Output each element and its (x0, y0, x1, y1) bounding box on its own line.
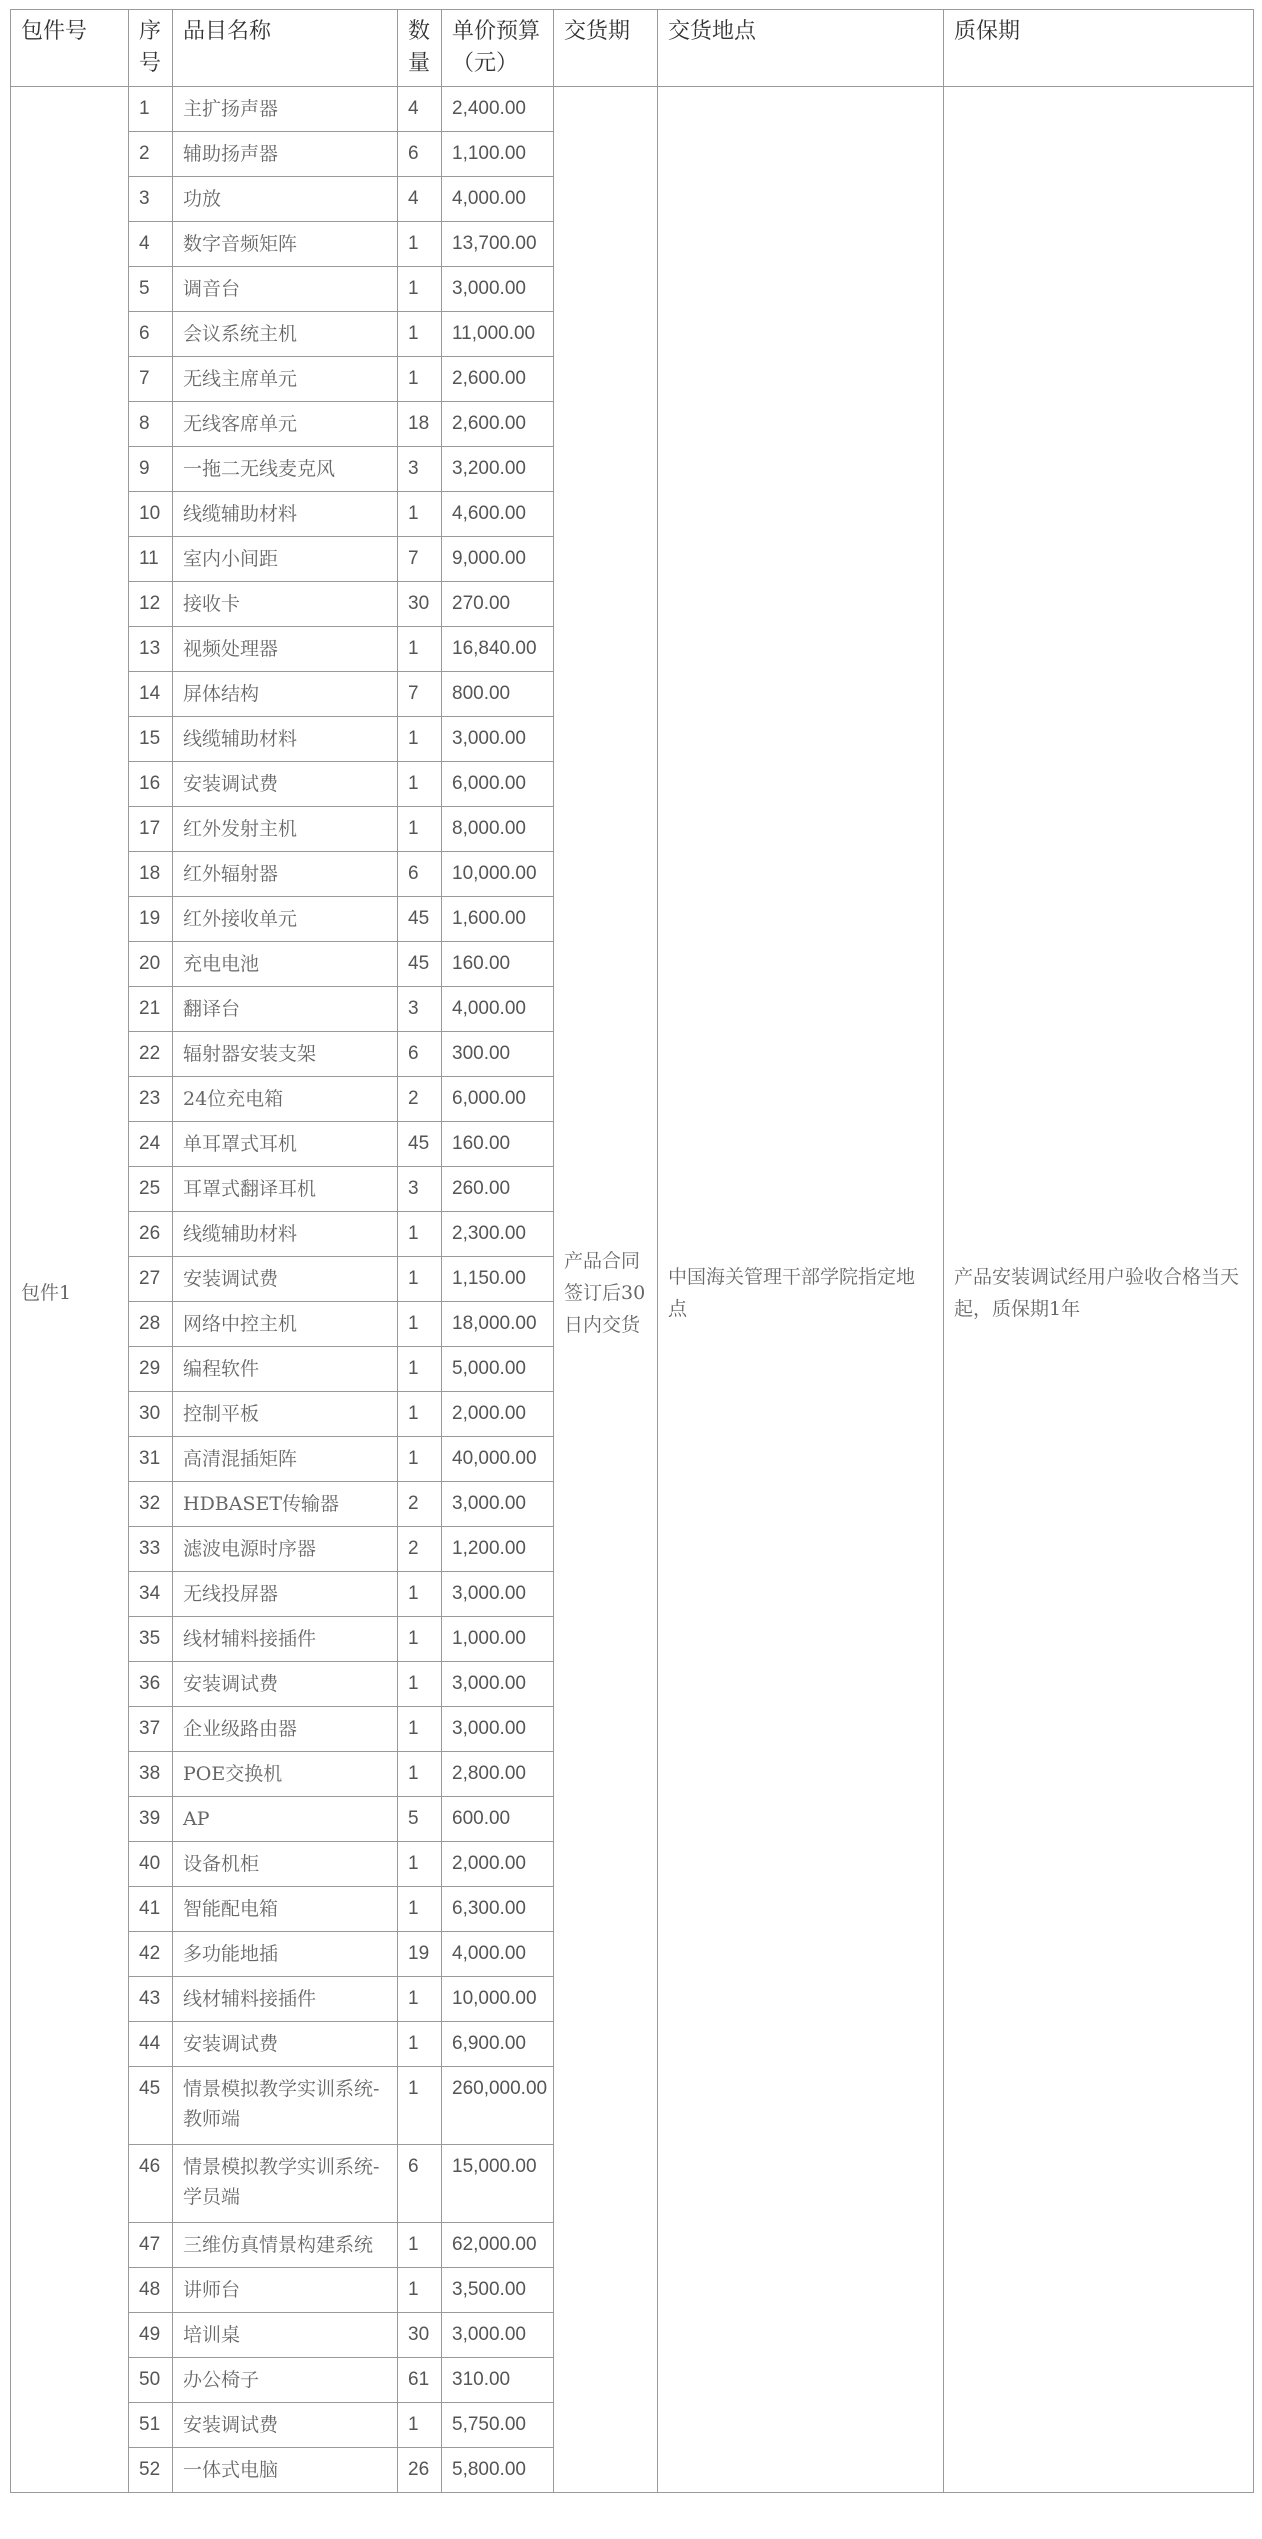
item-name-cell: 高清混插矩阵 (173, 1437, 398, 1482)
price-cell: 4,000.00 (442, 987, 554, 1032)
seq-cell: 47 (129, 2223, 173, 2268)
price-cell: 6,900.00 (442, 2022, 554, 2067)
qty-cell: 1 (398, 807, 442, 852)
seq-cell: 41 (129, 1887, 173, 1932)
price-cell: 62,000.00 (442, 2223, 554, 2268)
qty-cell: 1 (398, 1887, 442, 1932)
qty-cell: 2 (398, 1077, 442, 1122)
item-name-cell: HDBASET传输器 (173, 1482, 398, 1527)
item-name-cell: 编程软件 (173, 1347, 398, 1392)
header-price: 单价预算（元） (442, 10, 554, 87)
item-name-cell: 办公椅子 (173, 2358, 398, 2403)
seq-cell: 51 (129, 2403, 173, 2448)
qty-cell: 1 (398, 1617, 442, 1662)
item-name-cell: 功放 (173, 177, 398, 222)
qty-cell: 3 (398, 987, 442, 1032)
price-cell: 18,000.00 (442, 1302, 554, 1347)
delivery-period-cell: 产品合同签订后30日内交货 (554, 87, 658, 2493)
item-name-cell: 翻译台 (173, 987, 398, 1032)
price-cell: 300.00 (442, 1032, 554, 1077)
price-cell: 2,800.00 (442, 1752, 554, 1797)
header-warranty: 质保期 (944, 10, 1254, 87)
price-cell: 4,600.00 (442, 492, 554, 537)
price-cell: 3,000.00 (442, 1662, 554, 1707)
price-cell: 10,000.00 (442, 1977, 554, 2022)
price-cell: 1,000.00 (442, 1617, 554, 1662)
qty-cell: 1 (398, 1842, 442, 1887)
item-name-cell: 主扩扬声器 (173, 87, 398, 132)
qty-cell: 45 (398, 942, 442, 987)
item-name-cell: 安装调试费 (173, 762, 398, 807)
item-name-cell: 数字音频矩阵 (173, 222, 398, 267)
qty-cell: 7 (398, 672, 442, 717)
item-name-cell: 网络中控主机 (173, 1302, 398, 1347)
price-cell: 4,000.00 (442, 177, 554, 222)
item-name-cell: 辅助扬声器 (173, 132, 398, 177)
seq-cell: 35 (129, 1617, 173, 1662)
qty-cell: 45 (398, 897, 442, 942)
seq-cell: 48 (129, 2268, 173, 2313)
qty-cell: 1 (398, 492, 442, 537)
seq-cell: 50 (129, 2358, 173, 2403)
item-name-cell: POE交换机 (173, 1752, 398, 1797)
qty-cell: 4 (398, 87, 442, 132)
seq-cell: 3 (129, 177, 173, 222)
qty-cell: 5 (398, 1797, 442, 1842)
seq-cell: 15 (129, 717, 173, 762)
seq-cell: 21 (129, 987, 173, 1032)
seq-cell: 45 (129, 2067, 173, 2145)
item-name-cell: 设备机柜 (173, 1842, 398, 1887)
qty-cell: 1 (398, 2067, 442, 2145)
seq-cell: 20 (129, 942, 173, 987)
qty-cell: 19 (398, 1932, 442, 1977)
qty-cell: 1 (398, 1662, 442, 1707)
price-cell: 40,000.00 (442, 1437, 554, 1482)
qty-cell: 6 (398, 132, 442, 177)
qty-cell: 1 (398, 1572, 442, 1617)
price-cell: 3,200.00 (442, 447, 554, 492)
qty-cell: 1 (398, 627, 442, 672)
qty-cell: 1 (398, 2268, 442, 2313)
qty-cell: 3 (398, 1167, 442, 1212)
price-cell: 9,000.00 (442, 537, 554, 582)
qty-cell: 6 (398, 852, 442, 897)
qty-cell: 1 (398, 2223, 442, 2268)
qty-cell: 1 (398, 1212, 442, 1257)
seq-cell: 38 (129, 1752, 173, 1797)
price-cell: 1,200.00 (442, 1527, 554, 1572)
seq-cell: 9 (129, 447, 173, 492)
seq-cell: 37 (129, 1707, 173, 1752)
item-name-cell: 调音台 (173, 267, 398, 312)
seq-cell: 11 (129, 537, 173, 582)
price-cell: 3,000.00 (442, 267, 554, 312)
item-name-cell: 讲师台 (173, 2268, 398, 2313)
seq-cell: 17 (129, 807, 173, 852)
qty-cell: 1 (398, 1977, 442, 2022)
qty-cell: 1 (398, 717, 442, 762)
price-cell: 3,000.00 (442, 1482, 554, 1527)
seq-cell: 24 (129, 1122, 173, 1167)
item-name-cell: 会议系统主机 (173, 312, 398, 357)
qty-cell: 4 (398, 177, 442, 222)
seq-cell: 39 (129, 1797, 173, 1842)
warranty-cell: 产品安装调试经用户验收合格当天起，质保期1年 (944, 87, 1254, 2493)
table-row (11, 87, 1254, 132)
seq-cell: 22 (129, 1032, 173, 1077)
qty-cell: 61 (398, 2358, 442, 2403)
price-cell: 13,700.00 (442, 222, 554, 267)
price-cell: 4,000.00 (442, 1932, 554, 1977)
price-cell: 2,000.00 (442, 1842, 554, 1887)
item-name-cell: 控制平板 (173, 1392, 398, 1437)
seq-cell: 40 (129, 1842, 173, 1887)
price-cell: 1,100.00 (442, 132, 554, 177)
seq-cell: 26 (129, 1212, 173, 1257)
table-body (11, 87, 1254, 2493)
price-cell: 8,000.00 (442, 807, 554, 852)
item-name-cell: 情景模拟教学实训系统-学员端 (173, 2145, 398, 2223)
seq-cell: 43 (129, 1977, 173, 2022)
qty-cell: 2 (398, 1527, 442, 1572)
item-name-cell: 线缆辅助材料 (173, 717, 398, 762)
seq-cell: 6 (129, 312, 173, 357)
qty-cell: 26 (398, 2448, 442, 2493)
qty-cell: 1 (398, 1437, 442, 1482)
seq-cell: 33 (129, 1527, 173, 1572)
qty-cell: 1 (398, 1392, 442, 1437)
header-delivery-period: 交货期 (554, 10, 658, 87)
header-package: 包件号 (11, 10, 129, 87)
seq-cell: 14 (129, 672, 173, 717)
qty-cell: 3 (398, 447, 442, 492)
qty-cell: 30 (398, 2313, 442, 2358)
item-name-cell: 接收卡 (173, 582, 398, 627)
item-name-cell: 培训桌 (173, 2313, 398, 2358)
qty-cell: 1 (398, 1752, 442, 1797)
qty-cell: 1 (398, 2403, 442, 2448)
seq-cell: 42 (129, 1932, 173, 1977)
item-name-cell: 辐射器安装支架 (173, 1032, 398, 1077)
item-name-cell: 线材辅料接插件 (173, 1617, 398, 1662)
qty-cell: 6 (398, 2145, 442, 2223)
price-cell: 2,300.00 (442, 1212, 554, 1257)
qty-cell: 1 (398, 2022, 442, 2067)
price-cell: 5,800.00 (442, 2448, 554, 2493)
price-cell: 3,500.00 (442, 2268, 554, 2313)
price-cell: 2,400.00 (442, 87, 554, 132)
item-name-cell: 耳罩式翻译耳机 (173, 1167, 398, 1212)
seq-cell: 2 (129, 132, 173, 177)
seq-cell: 10 (129, 492, 173, 537)
item-name-cell: 线缆辅助材料 (173, 492, 398, 537)
header-item: 品目名称 (173, 10, 398, 87)
price-cell: 6,000.00 (442, 762, 554, 807)
seq-cell: 1 (129, 87, 173, 132)
item-name-cell: 安装调试费 (173, 2403, 398, 2448)
price-cell: 3,000.00 (442, 1572, 554, 1617)
price-cell: 15,000.00 (442, 2145, 554, 2223)
item-name-cell: 红外辐射器 (173, 852, 398, 897)
seq-cell: 25 (129, 1167, 173, 1212)
price-cell: 3,000.00 (442, 2313, 554, 2358)
price-cell: 1,600.00 (442, 897, 554, 942)
item-name-cell: 一拖二无线麦克风 (173, 447, 398, 492)
price-cell: 5,000.00 (442, 1347, 554, 1392)
qty-cell: 1 (398, 1347, 442, 1392)
price-cell: 3,000.00 (442, 1707, 554, 1752)
item-name-cell: 情景模拟教学实训系统-教师端 (173, 2067, 398, 2145)
item-name-cell: 红外接收单元 (173, 897, 398, 942)
item-name-cell: 安装调试费 (173, 1257, 398, 1302)
seq-cell: 30 (129, 1392, 173, 1437)
price-cell: 6,300.00 (442, 1887, 554, 1932)
item-name-cell: 安装调试费 (173, 2022, 398, 2067)
procurement-table (10, 9, 1254, 2493)
seq-cell: 28 (129, 1302, 173, 1347)
price-cell: 270.00 (442, 582, 554, 627)
qty-cell: 1 (398, 1707, 442, 1752)
price-cell: 2,000.00 (442, 1392, 554, 1437)
seq-cell: 12 (129, 582, 173, 627)
seq-cell: 7 (129, 357, 173, 402)
seq-cell: 34 (129, 1572, 173, 1617)
qty-cell: 1 (398, 222, 442, 267)
seq-cell: 16 (129, 762, 173, 807)
item-name-cell: 多功能地插 (173, 1932, 398, 1977)
price-cell: 11,000.00 (442, 312, 554, 357)
item-name-cell: 24位充电箱 (173, 1077, 398, 1122)
price-cell: 2,600.00 (442, 357, 554, 402)
qty-cell: 1 (398, 1302, 442, 1347)
item-name-cell: 单耳罩式耳机 (173, 1122, 398, 1167)
seq-cell: 31 (129, 1437, 173, 1482)
header-seq: 序号 (129, 10, 173, 87)
price-cell: 2,600.00 (442, 402, 554, 447)
qty-cell: 1 (398, 1257, 442, 1302)
header-qty: 数量 (398, 10, 442, 87)
package-cell: 包件1 (11, 87, 129, 2493)
qty-cell: 18 (398, 402, 442, 447)
price-cell: 10,000.00 (442, 852, 554, 897)
item-name-cell: 安装调试费 (173, 1662, 398, 1707)
table-header-row (11, 10, 1254, 87)
qty-cell: 45 (398, 1122, 442, 1167)
seq-cell: 44 (129, 2022, 173, 2067)
item-name-cell: 滤波电源时序器 (173, 1527, 398, 1572)
seq-cell: 46 (129, 2145, 173, 2223)
seq-cell: 23 (129, 1077, 173, 1122)
seq-cell: 13 (129, 627, 173, 672)
seq-cell: 18 (129, 852, 173, 897)
seq-cell: 4 (129, 222, 173, 267)
item-name-cell: 充电电池 (173, 942, 398, 987)
qty-cell: 1 (398, 312, 442, 357)
seq-cell: 32 (129, 1482, 173, 1527)
item-name-cell: 红外发射主机 (173, 807, 398, 852)
item-name-cell: 无线主席单元 (173, 357, 398, 402)
header-delivery-place: 交货地点 (658, 10, 944, 87)
item-name-cell: 一体式电脑 (173, 2448, 398, 2493)
price-cell: 600.00 (442, 1797, 554, 1842)
delivery-place-cell: 中国海关管理干部学院指定地点 (658, 87, 944, 2493)
price-cell: 16,840.00 (442, 627, 554, 672)
seq-cell: 29 (129, 1347, 173, 1392)
qty-cell: 30 (398, 582, 442, 627)
item-name-cell: 视频处理器 (173, 627, 398, 672)
price-cell: 310.00 (442, 2358, 554, 2403)
qty-cell: 2 (398, 1482, 442, 1527)
price-cell: 260.00 (442, 1167, 554, 1212)
qty-cell: 6 (398, 1032, 442, 1077)
item-name-cell: 线缆辅助材料 (173, 1212, 398, 1257)
item-name-cell: 无线客席单元 (173, 402, 398, 447)
price-cell: 160.00 (442, 942, 554, 987)
qty-cell: 1 (398, 357, 442, 402)
item-name-cell: 三维仿真情景构建系统 (173, 2223, 398, 2268)
price-cell: 3,000.00 (442, 717, 554, 762)
seq-cell: 8 (129, 402, 173, 447)
qty-cell: 1 (398, 267, 442, 312)
seq-cell: 19 (129, 897, 173, 942)
qty-cell: 7 (398, 537, 442, 582)
qty-cell: 1 (398, 762, 442, 807)
seq-cell: 27 (129, 1257, 173, 1302)
price-cell: 800.00 (442, 672, 554, 717)
seq-cell: 49 (129, 2313, 173, 2358)
seq-cell: 52 (129, 2448, 173, 2493)
item-name-cell: 屏体结构 (173, 672, 398, 717)
item-name-cell: 无线投屏器 (173, 1572, 398, 1617)
price-cell: 160.00 (442, 1122, 554, 1167)
seq-cell: 5 (129, 267, 173, 312)
seq-cell: 36 (129, 1662, 173, 1707)
item-name-cell: AP (173, 1797, 398, 1842)
item-name-cell: 室内小间距 (173, 537, 398, 582)
price-cell: 260,000.00 (442, 2067, 554, 2145)
price-cell: 5,750.00 (442, 2403, 554, 2448)
price-cell: 6,000.00 (442, 1077, 554, 1122)
item-name-cell: 线材辅料接插件 (173, 1977, 398, 2022)
item-name-cell: 企业级路由器 (173, 1707, 398, 1752)
price-cell: 1,150.00 (442, 1257, 554, 1302)
item-name-cell: 智能配电箱 (173, 1887, 398, 1932)
